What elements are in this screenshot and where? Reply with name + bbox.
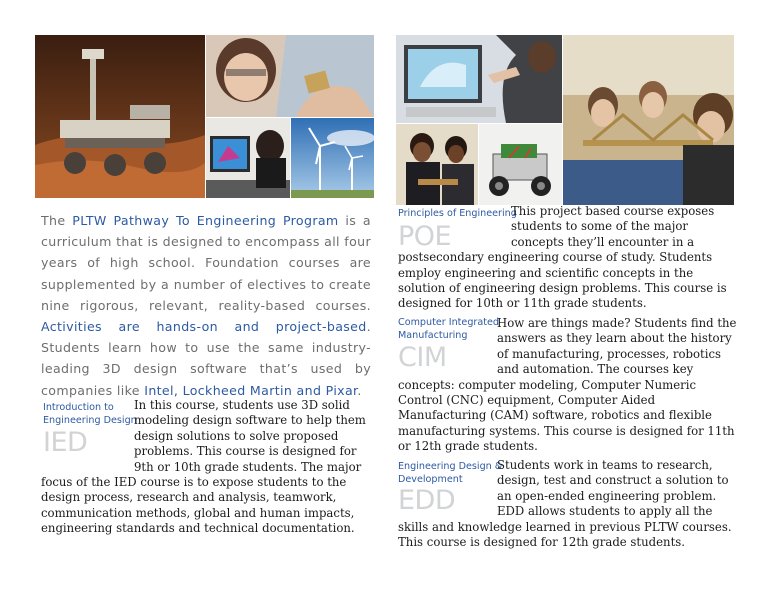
robot-kit-photo bbox=[479, 124, 562, 205]
intro-text-pre: The bbox=[41, 213, 73, 228]
cim-description bbox=[398, 316, 744, 455]
intro-text-mid2: . Students learn how to use the same industry-leading 3D design software that’s used by companies like bbox=[41, 319, 371, 398]
cim-description-text: How are things made? Students find the answers as they learn about the history of manufacturing, processes, robotics and automation. The courses key concepts: computer modeling, Computer Numeric Control (CNC) equipment, Computer Aided Manufacturing (CAM) software, robotics and flexible manufacturing systems. This course is designed for 11th or 12th grade students. bbox=[398, 316, 737, 454]
cim-abbreviation: CIM bbox=[398, 342, 447, 373]
poe-description bbox=[398, 204, 744, 312]
ied-description bbox=[41, 398, 367, 537]
edd-description-text: Students work in teams to research, design, test and construct a solution to an open-ended engineering problem. EDD allows students to apply all the skills and knowledge learned in previous PLTW courses. This course is designed for 12th grade students. bbox=[398, 458, 732, 550]
poe-title: Principles of Engineering bbox=[398, 208, 517, 219]
cim-title-line1: Computer Integrated bbox=[398, 317, 499, 328]
poe-abbreviation: POE bbox=[398, 221, 452, 252]
course-cim bbox=[398, 316, 746, 454]
edd-abbreviation: EDD bbox=[398, 485, 456, 516]
bridge-model-photo bbox=[563, 35, 734, 205]
mars-rover-photo bbox=[35, 35, 205, 198]
companies-highlight: Intel, Lockheed Martin and Pixar bbox=[144, 382, 358, 398]
edd-title-line1: Engineering Design & bbox=[398, 461, 503, 472]
cad-workstation-photo bbox=[206, 118, 290, 198]
pathway-intro-paragraph bbox=[41, 210, 371, 401]
edd-description bbox=[398, 458, 744, 550]
edd-title-line2: Development bbox=[398, 474, 463, 485]
course-edd bbox=[398, 458, 746, 568]
intro-text-end: . bbox=[357, 382, 362, 398]
wind-turbines-photo bbox=[291, 118, 374, 198]
intro-text-mid1: is a curriculum that is designed to encompass all four years of high school. Foundation courses are supplemented by a number of electives to create nine rigorous, relevant, reality-based courses. bbox=[41, 213, 371, 313]
poe-description-text: This project based course exposes students to some of the major concepts they’ll encounter in a postsecondary engineering course of study. Students employ engineering and scientific concepts in the solution of engineering design problems. This course is designed for 10th or 11th grade students. bbox=[398, 204, 727, 311]
course-poe bbox=[398, 204, 746, 317]
program-name-highlight: PLTW Pathway To Engineering Program bbox=[72, 213, 339, 228]
hands-on-highlight: Activities are hands-on and project-based bbox=[41, 319, 367, 335]
ied-description-text: In this course, students use 3D solid modeling design software to help them design solutions to solve proposed problems. This course is designed for 9th or 10th grade students. The major focus of the IED course is to expose students to the design process, research and analysis, teamwork, communication methods, global and human impacts, engineering standards and technical documentation. bbox=[41, 398, 366, 536]
cim-title-line2: Manufacturing bbox=[398, 330, 468, 341]
computer-design-photo bbox=[396, 35, 562, 123]
ied-title-line2: Engineering Design bbox=[43, 415, 137, 426]
ied-title-line1: Introduction to bbox=[43, 402, 114, 413]
ied-abbreviation: IED bbox=[43, 427, 88, 458]
microchip-photo bbox=[206, 35, 374, 117]
students-workshop-photo bbox=[396, 124, 478, 205]
course-ied bbox=[41, 398, 371, 536]
